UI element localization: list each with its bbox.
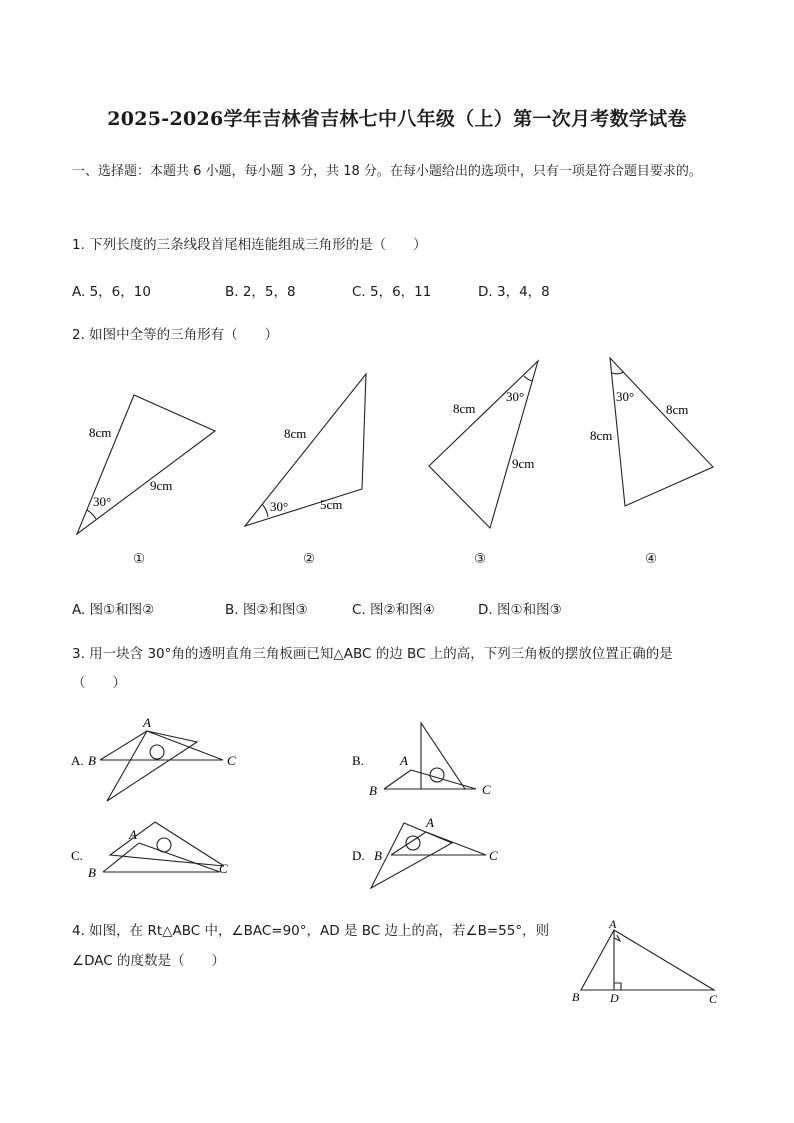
q3-c-label-c: C [219, 861, 228, 876]
q2-option-d[interactable]: D. 图①和图③ [478, 602, 562, 618]
q2-t4-label-angle: 30° [616, 389, 635, 404]
q2-t3-label-angle: 30° [506, 389, 525, 404]
q2-figure-number-3: ③ [474, 551, 487, 567]
q2-option-a[interactable]: A. 图①和图② [72, 602, 155, 618]
q3-d-label-b: B [374, 848, 382, 863]
q2-figure-number-4: ④ [645, 551, 658, 567]
page-title: 2025-2026学年吉林省吉林七中八年级（上）第一次月考数学试卷 [107, 108, 687, 130]
q3-option-a-letter[interactable]: A. [71, 753, 84, 768]
q2-triangle-1 [77, 395, 215, 534]
q2-triangle-3 [429, 361, 538, 528]
q2-t3-label-9cm: 9cm [512, 456, 535, 471]
q2-triangle-4 [610, 358, 713, 506]
q4-label-c: C [709, 992, 718, 1006]
q2-t2-label-5cm: 5cm [320, 497, 343, 512]
q3-a-label-c: C [227, 753, 236, 768]
question-1-stem: 1. 下列长度的三条线段首尾相连能组成三角形的是（ ） [72, 237, 427, 253]
q4-label-a: A [609, 917, 617, 931]
q1-option-b[interactable]: B. 2，5，8 [225, 284, 296, 300]
q3-option-b-letter[interactable]: B. [352, 753, 364, 768]
question-3-stem-line1: 3. 用一块含 30°角的透明直角三角板画已知△ABC 的边 BC 上的高，下列三角板的摆放位置正确的是 [72, 646, 673, 662]
q2-figure-number-2: ② [303, 551, 316, 567]
q3-figure-d [371, 823, 486, 888]
q2-t1-label-9cm: 9cm [150, 478, 173, 493]
q3-a-label-a: A [143, 715, 151, 730]
q2-option-b[interactable]: B. 图②和图③ [225, 602, 308, 618]
section-heading: 一、选择题：本题共 6 小题，每小题 3 分，共 18 分。在每小题给出的选项中，只有一项是符合题目要求的。 [72, 164, 702, 179]
q3-b-label-a: A [400, 753, 408, 768]
q3-option-c-letter[interactable]: C. [71, 848, 83, 863]
q1-option-d[interactable]: D. 3，4，8 [478, 284, 550, 300]
q4-label-b: B [572, 990, 580, 1004]
question-2-stem: 2. 如图中全等的三角形有（ ） [72, 327, 279, 343]
q2-triangle-2 [245, 374, 366, 526]
q2-t3-label-8cm: 8cm [453, 401, 476, 416]
q1-option-a[interactable]: A. 5，6，10 [72, 284, 151, 300]
q3-c-label-a: A [129, 827, 137, 842]
q3-b-label-c: C [482, 782, 491, 797]
q3-figure-c [103, 822, 224, 872]
q2-option-c[interactable]: C. 图②和图④ [352, 602, 435, 618]
question-4-stem-line2: ∠DAC 的度数是（ ） [72, 953, 225, 969]
q2-t4-label-8cm-right: 8cm [666, 402, 689, 417]
q2-figure-number-1: ① [133, 551, 146, 567]
question-4-stem-line1: 4. 如图，在 Rt△ABC 中，∠BAC=90°，AD 是 BC 边上的高，若∠B=55°，则 [72, 923, 550, 939]
q2-t2-label-angle: 30° [270, 499, 289, 514]
q3-figure-b [384, 723, 476, 789]
q1-option-c[interactable]: C. 5，6，11 [352, 284, 432, 300]
q2-t1-label-angle: 30° [93, 494, 112, 509]
q4-label-d: D [610, 991, 619, 1005]
question-3-stem-line2: （ ） [72, 675, 126, 691]
q3-option-d-letter[interactable]: D. [352, 848, 365, 863]
q2-t4-label-8cm-left: 8cm [590, 428, 613, 443]
q2-t2-label-8cm: 8cm [284, 426, 307, 441]
q3-a-label-b: B [88, 753, 96, 768]
q3-c-label-b: B [88, 865, 96, 880]
q4-figure [581, 930, 714, 990]
q2-t1-label-8cm: 8cm [89, 425, 112, 440]
q3-figure-a [100, 731, 223, 801]
q3-d-label-a: A [426, 815, 434, 830]
q3-d-label-c: C [489, 848, 498, 863]
q3-b-label-b: B [369, 783, 377, 798]
